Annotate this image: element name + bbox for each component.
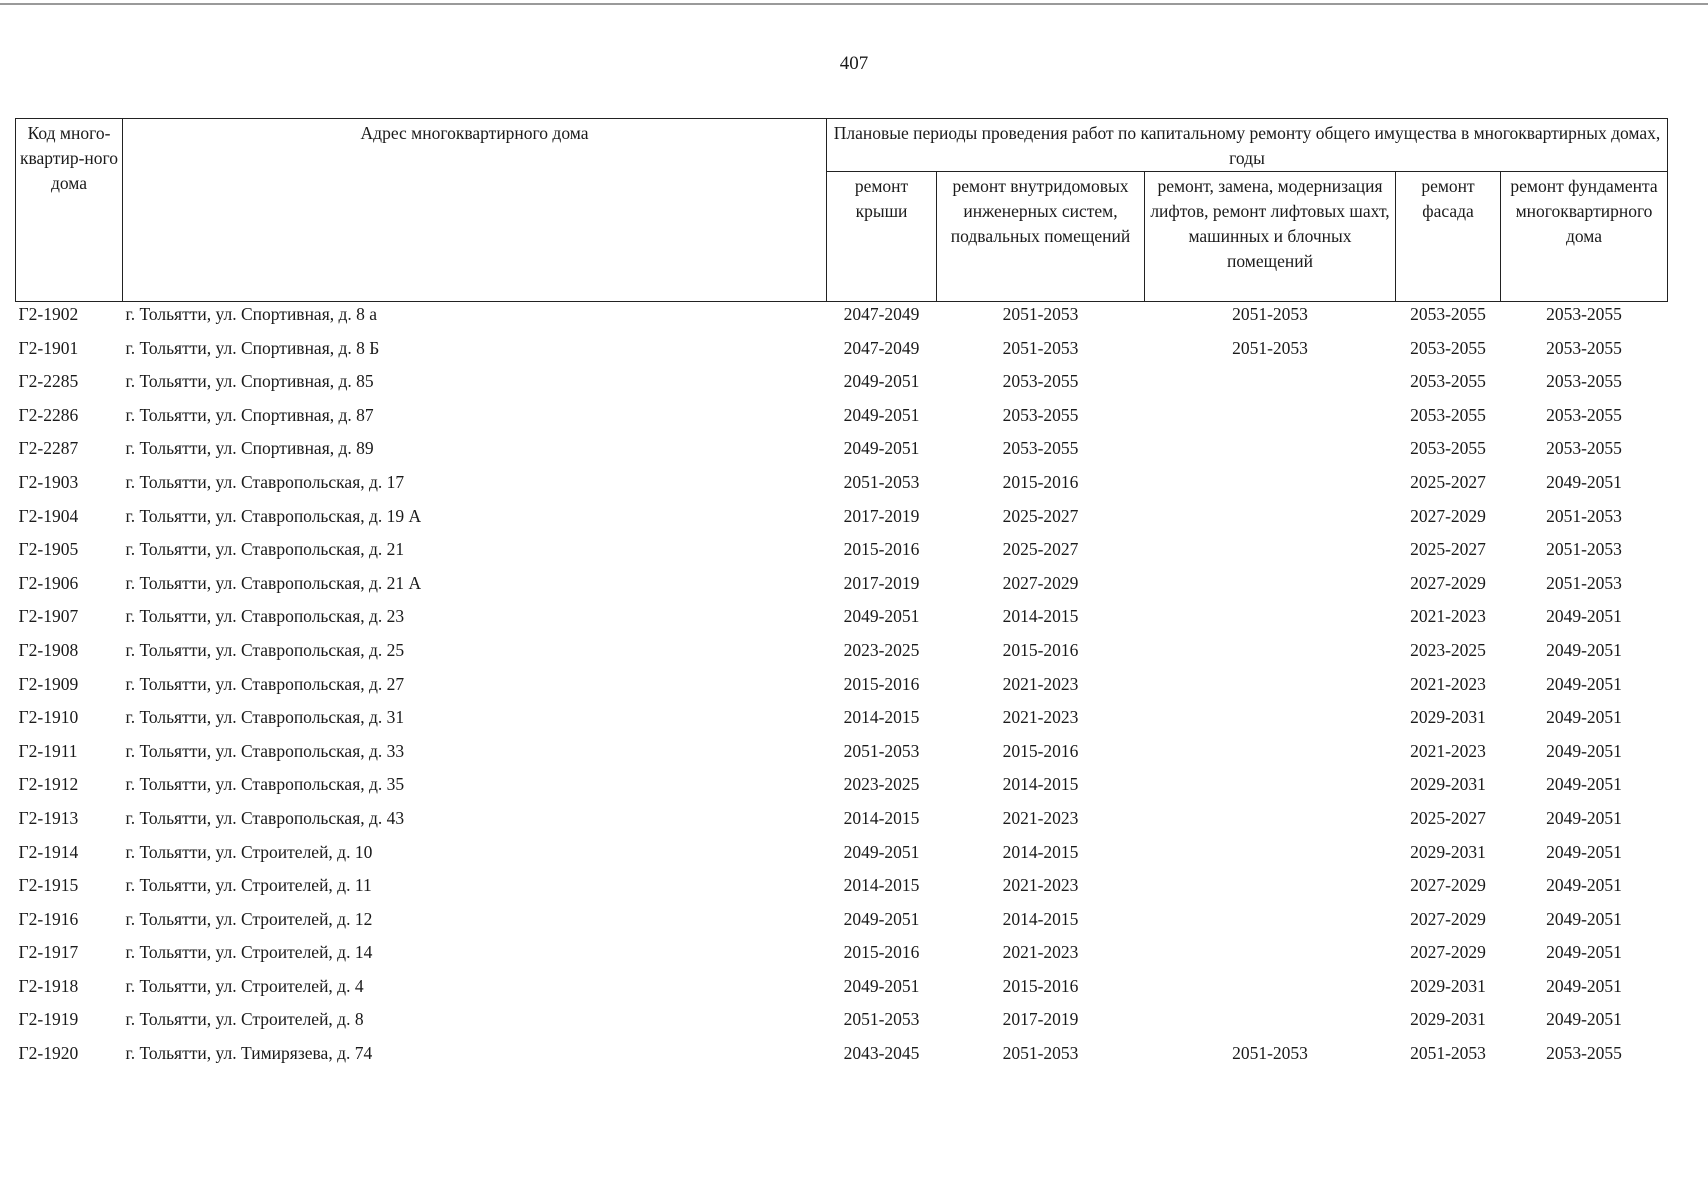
cell-facade: 2025-2027	[1410, 471, 1486, 492]
table-row	[16, 571, 1668, 605]
table-row	[16, 504, 1668, 538]
cell-address: г. Тольятти, ул. Ставропольская, д. 21	[125, 539, 405, 560]
cell-address: г. Тольятти, ул. Ставропольская, д. 19 А	[125, 505, 422, 526]
table-row	[16, 436, 1668, 470]
cell-code: Г2-1919	[18, 1009, 79, 1030]
cell-roof: 2049-2051	[843, 606, 920, 627]
cell-foundation: 2053-2055	[1546, 371, 1622, 392]
cell-engineering: 2014-2015	[1002, 774, 1079, 795]
page-number: 407	[839, 53, 869, 74]
cell-facade: 2027-2029	[1410, 505, 1486, 526]
cell-address: г. Тольятти, ул. Ставропольская, д. 21 А	[125, 572, 422, 593]
table-row	[16, 1041, 1668, 1075]
cell-elevator	[1145, 537, 1396, 571]
cell-address: г. Тольятти, ул. Строителей, д. 11	[125, 875, 372, 896]
cell-code: Г2-2286	[18, 404, 79, 425]
cell-engineering: 2021-2023	[1002, 707, 1079, 728]
cell-engineering: 2021-2023	[1002, 942, 1079, 963]
cell-roof: 2017-2019	[843, 505, 920, 526]
scan-top-line	[0, 3, 1708, 5]
cell-roof: 2049-2051	[843, 371, 920, 392]
table-row	[16, 840, 1668, 874]
cell-foundation: 2049-2051	[1546, 841, 1622, 862]
cell-roof: 2014-2015	[843, 807, 920, 828]
cell-facade: 2021-2023	[1410, 740, 1486, 761]
cell-address: г. Тольятти, ул. Спортивная, д. 8 а	[125, 304, 378, 324]
cell-elevator: 2051-2053	[1232, 1043, 1308, 1064]
cell-code: Г2-1920	[18, 1043, 79, 1064]
cell-code: Г2-1903	[18, 471, 79, 492]
cell-facade: 2029-2031	[1410, 1009, 1486, 1030]
table-row	[16, 638, 1668, 672]
cell-engineering: 2015-2016	[1002, 471, 1079, 492]
cell-address: г. Тольятти, ул. Строителей, д. 10	[125, 841, 373, 862]
cell-facade: 2027-2029	[1410, 572, 1486, 593]
cell-engineering: 2051-2053	[1002, 304, 1079, 324]
cell-address: г. Тольятти, ул. Строителей, д. 8	[125, 1009, 364, 1030]
cell-code: Г2-1904	[18, 505, 79, 526]
cell-address: г. Тольятти, ул. Строителей, д. 12	[125, 908, 373, 929]
header-engineering: ремонт внутридомовых инженерных систем, подвальных помещений	[937, 172, 1145, 302]
cell-foundation: 2049-2051	[1546, 774, 1622, 795]
cell-engineering: 2015-2016	[1002, 975, 1079, 996]
cell-code: Г2-1911	[18, 740, 78, 761]
cell-engineering: 2014-2015	[1002, 841, 1079, 862]
table-row	[16, 537, 1668, 571]
cell-roof: 2051-2053	[843, 1009, 920, 1030]
cell-code: Г2-2285	[18, 371, 79, 392]
cell-roof: 2049-2051	[843, 908, 920, 929]
cell-engineering: 2015-2016	[1002, 740, 1079, 761]
cell-code: Г2-1908	[18, 639, 79, 660]
cell-facade: 2025-2027	[1410, 807, 1486, 828]
cell-engineering: 2053-2055	[1002, 371, 1079, 392]
cell-foundation: 2049-2051	[1546, 875, 1622, 896]
cell-code: Г2-1906	[18, 572, 79, 593]
cell-facade: 2027-2029	[1410, 875, 1486, 896]
cell-roof: 2043-2045	[843, 1043, 920, 1064]
cell-facade: 2021-2023	[1410, 673, 1486, 694]
cell-facade: 2053-2055	[1410, 438, 1486, 459]
cell-address: г. Тольятти, ул. Спортивная, д. 89	[125, 438, 374, 459]
cell-engineering: 2051-2053	[1002, 337, 1079, 358]
cell-engineering: 2021-2023	[1002, 673, 1079, 694]
cell-foundation: 2049-2051	[1546, 606, 1622, 627]
cell-foundation: 2051-2053	[1546, 539, 1622, 560]
cell-facade: 2027-2029	[1410, 908, 1486, 929]
cell-elevator	[1145, 840, 1396, 874]
cell-roof: 2047-2049	[843, 337, 920, 358]
cell-engineering: 2053-2055	[1002, 404, 1079, 425]
cell-elevator: 2051-2053	[1232, 337, 1308, 358]
cell-elevator	[1145, 1007, 1396, 1041]
cell-foundation: 2053-2055	[1546, 1043, 1622, 1064]
cell-facade: 2053-2055	[1410, 304, 1486, 324]
cell-elevator: 2051-2053	[1232, 304, 1308, 324]
cell-code: Г2-1914	[18, 841, 79, 862]
table-row	[16, 604, 1668, 638]
cell-roof: 2015-2016	[843, 942, 920, 963]
cell-foundation: 2049-2051	[1546, 975, 1622, 996]
table-row	[16, 772, 1668, 806]
cell-elevator	[1145, 739, 1396, 773]
cell-code: Г2-1915	[18, 875, 79, 896]
cell-address: г. Тольятти, ул. Спортивная, д. 87	[125, 404, 374, 425]
cell-elevator	[1145, 470, 1396, 504]
cell-address: г. Тольятти, ул. Строителей, д. 4	[125, 975, 364, 996]
cell-code: Г2-1901	[18, 337, 79, 358]
cell-address: г. Тольятти, ул. Ставропольская, д. 23	[125, 606, 405, 627]
cell-foundation: 2053-2055	[1546, 337, 1622, 358]
cell-foundation: 2053-2055	[1546, 304, 1622, 324]
cell-elevator	[1145, 638, 1396, 672]
header-elevator: ремонт, замена, модернизация лифтов, ремонт лифтовых шахт, машинных и блочных помещений	[1145, 172, 1396, 302]
table-row	[16, 302, 1668, 336]
table-row	[16, 739, 1668, 773]
cell-engineering: 2014-2015	[1002, 606, 1079, 627]
cell-foundation: 2049-2051	[1546, 908, 1622, 929]
cell-foundation: 2053-2055	[1546, 404, 1622, 425]
cell-roof: 2023-2025	[843, 639, 920, 660]
cell-foundation: 2053-2055	[1546, 438, 1622, 459]
cell-roof: 2015-2016	[843, 539, 920, 560]
cell-code: Г2-1917	[18, 942, 79, 963]
cell-roof: 2017-2019	[843, 572, 920, 593]
header-code: Код много-квартир-ного дома	[16, 119, 123, 302]
cell-engineering: 2015-2016	[1002, 639, 1079, 660]
table-row	[16, 672, 1668, 706]
cell-roof: 2049-2051	[843, 841, 920, 862]
cell-code: Г2-1907	[18, 606, 79, 627]
cell-elevator	[1145, 571, 1396, 605]
cell-facade: 2053-2055	[1410, 337, 1486, 358]
cell-roof: 2051-2053	[843, 740, 920, 761]
cell-address: г. Тольятти, ул. Ставропольская, д. 31	[125, 707, 405, 728]
cell-foundation: 2049-2051	[1546, 942, 1622, 963]
table-row	[16, 873, 1668, 907]
cell-code: Г2-1912	[18, 774, 79, 795]
cell-code: Г2-1910	[18, 707, 79, 728]
cell-elevator	[1145, 369, 1396, 403]
cell-foundation: 2049-2051	[1546, 471, 1622, 492]
header-roof: ремонт крыши	[827, 172, 937, 302]
cell-roof: 2015-2016	[843, 673, 920, 694]
cell-elevator	[1145, 403, 1396, 437]
table-row	[16, 705, 1668, 739]
cell-elevator	[1145, 806, 1396, 840]
cell-engineering: 2053-2055	[1002, 438, 1079, 459]
cell-foundation: 2049-2051	[1546, 639, 1622, 660]
cell-engineering: 2021-2023	[1002, 807, 1079, 828]
cell-engineering: 2025-2027	[1002, 505, 1079, 526]
cell-address: г. Тольятти, ул. Спортивная, д. 85	[125, 371, 374, 392]
cell-roof: 2014-2015	[843, 875, 920, 896]
repair-schedule-table	[15, 118, 1668, 1075]
cell-elevator	[1145, 604, 1396, 638]
cell-roof: 2014-2015	[843, 707, 920, 728]
cell-facade: 2029-2031	[1410, 841, 1486, 862]
cell-foundation: 2051-2053	[1546, 505, 1622, 526]
cell-elevator	[1145, 974, 1396, 1008]
cell-elevator	[1145, 907, 1396, 941]
cell-foundation: 2051-2053	[1546, 572, 1622, 593]
table-row	[16, 403, 1668, 437]
cell-facade: 2023-2025	[1410, 639, 1486, 660]
cell-foundation: 2049-2051	[1546, 807, 1622, 828]
cell-facade: 2051-2053	[1410, 1043, 1486, 1064]
table-row	[16, 974, 1668, 1008]
cell-address: г. Тольятти, ул. Тимирязева, д. 74	[125, 1043, 373, 1064]
cell-foundation: 2049-2051	[1546, 740, 1622, 761]
cell-engineering: 2017-2019	[1002, 1009, 1079, 1030]
cell-engineering: 2021-2023	[1002, 875, 1079, 896]
cell-elevator	[1145, 772, 1396, 806]
header-address: Адрес многоквартирного дома	[123, 119, 827, 302]
cell-foundation: 2049-2051	[1546, 707, 1622, 728]
cell-foundation: 2049-2051	[1546, 673, 1622, 694]
cell-facade: 2025-2027	[1410, 539, 1486, 560]
cell-facade: 2021-2023	[1410, 606, 1486, 627]
cell-elevator	[1145, 940, 1396, 974]
cell-facade: 2029-2031	[1410, 975, 1486, 996]
cell-address: г. Тольятти, ул. Ставропольская, д. 17	[125, 471, 405, 492]
cell-address: г. Тольятти, ул. Ставропольская, д. 43	[125, 807, 405, 828]
cell-engineering: 2027-2029	[1002, 572, 1079, 593]
table-row	[16, 470, 1668, 504]
cell-code: Г2-1905	[18, 539, 79, 560]
cell-foundation: 2049-2051	[1546, 1009, 1622, 1030]
cell-code: Г2-1916	[18, 908, 79, 929]
cell-engineering: 2014-2015	[1002, 908, 1079, 929]
table-body	[16, 302, 1668, 1075]
cell-address: г. Тольятти, ул. Строителей, д. 14	[125, 942, 373, 963]
cell-elevator	[1145, 504, 1396, 538]
cell-facade: 2053-2055	[1410, 371, 1486, 392]
cell-roof: 2049-2051	[843, 975, 920, 996]
cell-address: г. Тольятти, ул. Ставропольская, д. 33	[125, 740, 405, 761]
table-row	[16, 336, 1668, 370]
cell-code: Г2-1909	[18, 673, 79, 694]
cell-address: г. Тольятти, ул. Ставропольская, д. 35	[125, 774, 405, 795]
cell-code: Г2-1918	[18, 975, 79, 996]
cell-elevator	[1145, 705, 1396, 739]
cell-code: Г2-1902	[18, 304, 79, 324]
cell-roof: 2023-2025	[843, 774, 920, 795]
cell-roof: 2047-2049	[843, 304, 920, 324]
table-row	[16, 806, 1668, 840]
header-row-top	[16, 119, 1668, 172]
cell-engineering: 2051-2053	[1002, 1043, 1079, 1064]
header-plan-periods: Плановые периоды проведения работ по капитальному ремонту общего имущества в многоквартирных домах, годы	[827, 119, 1668, 172]
table-row	[16, 907, 1668, 941]
table-row	[16, 369, 1668, 403]
cell-facade: 2029-2031	[1410, 774, 1486, 795]
cell-elevator	[1145, 436, 1396, 470]
cell-elevator	[1145, 873, 1396, 907]
cell-address: г. Тольятти, ул. Ставропольская, д. 27	[125, 673, 405, 694]
cell-code: Г2-2287	[18, 438, 79, 459]
cell-roof: 2049-2051	[843, 404, 920, 425]
cell-address: г. Тольятти, ул. Спортивная, д. 8 Б	[125, 337, 380, 358]
header-foundation: ремонт фундамента многоквартирного дома	[1501, 172, 1668, 302]
cell-facade: 2029-2031	[1410, 707, 1486, 728]
header-facade: ремонт фасада	[1396, 172, 1501, 302]
cell-address: г. Тольятти, ул. Ставропольская, д. 25	[125, 639, 405, 660]
table-row	[16, 940, 1668, 974]
cell-elevator	[1145, 672, 1396, 706]
cell-code: Г2-1913	[18, 807, 79, 828]
cell-facade: 2053-2055	[1410, 404, 1486, 425]
cell-engineering: 2025-2027	[1002, 539, 1079, 560]
cell-roof: 2049-2051	[843, 438, 920, 459]
table-row	[16, 1007, 1668, 1041]
cell-roof: 2051-2053	[843, 471, 920, 492]
cell-facade: 2027-2029	[1410, 942, 1486, 963]
